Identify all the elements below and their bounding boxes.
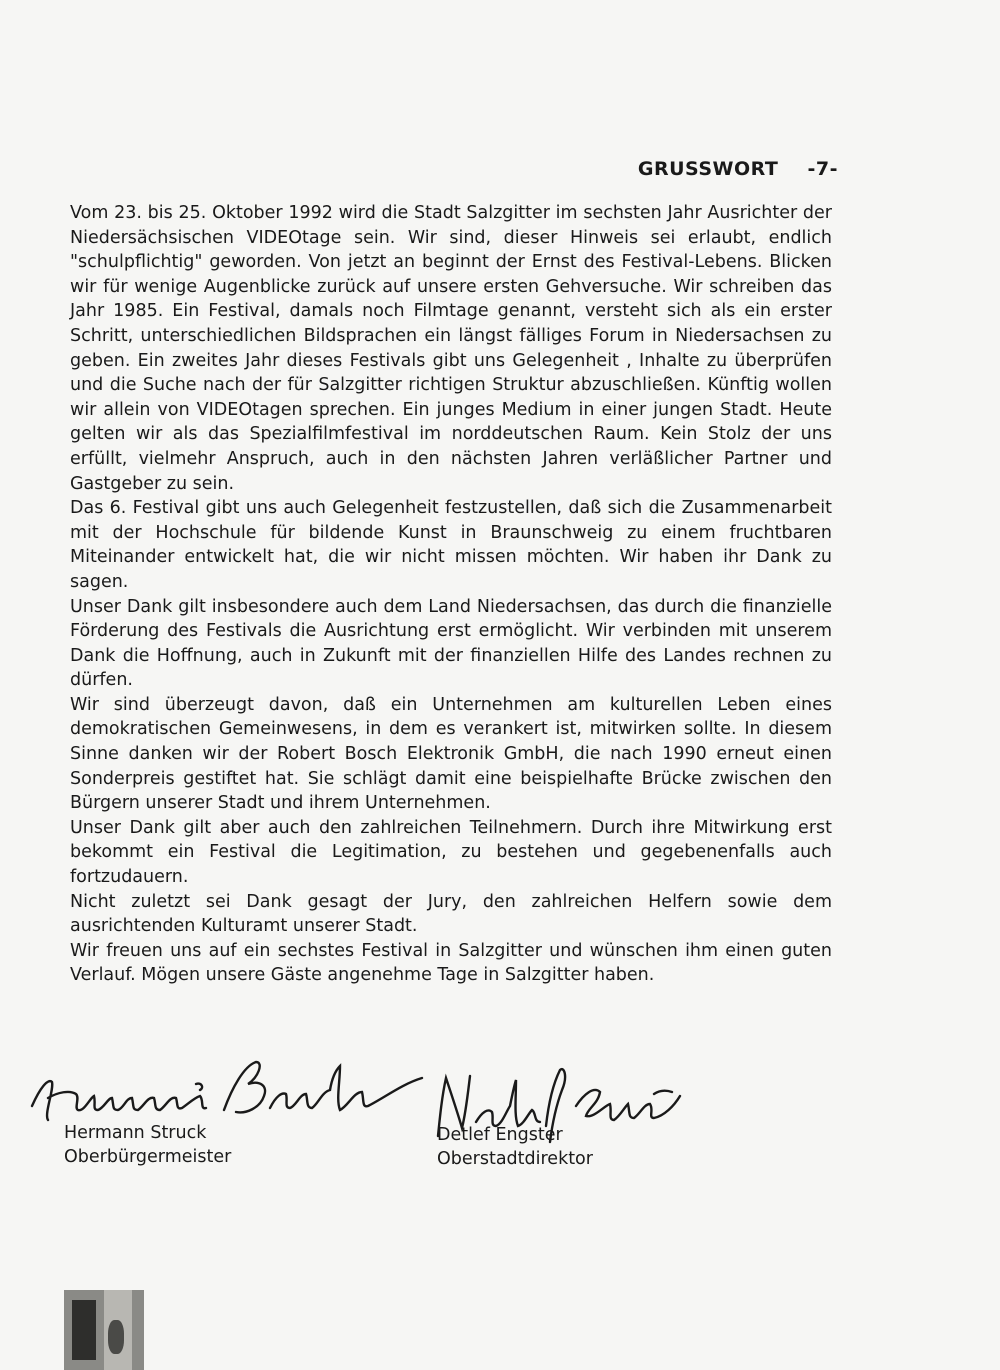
page-number: -7-: [807, 158, 838, 180]
letter-body: [70, 201, 832, 988]
paragraph: Wir freuen uns auf ein sechstes Festival in Salzgitter und wünschen ihm einen guten Verlauf. Mögen unsere Gäste angenehme Tage in Salzgitter haben.: [70, 940, 832, 986]
signature-block-right: [437, 1123, 593, 1171]
paragraph: Das 6. Festival gibt uns auch Gelegenheit festzustellen, daß sich die Zusammenarbeit mit der Hochschule für bildende Kunst in Braunschweig zu einem fruchtbaren Miteinander entwickelt hat, die wir nicht missen möchten. Wir haben ihr Dank zu sagen.: [70, 498, 832, 592]
page-header: [638, 158, 838, 180]
signatory-title: Oberstadtdirektor: [437, 1149, 593, 1169]
paragraph: Nicht zuletzt sei Dank gesagt der Jury, den zahlreichen Helfern sowie dem ausrichtenden Kulturamt unserer Stadt.: [70, 891, 832, 937]
signatory-name: Hermann Struck: [64, 1123, 207, 1143]
signatory-title: Oberbürgermeister: [64, 1147, 232, 1167]
paragraph: Vom 23. bis 25. Oktober 1992 wird die Stadt Salzgitter im sechsten Jahr Ausrichter der Niedersächsischen VIDEOtage sein. Wir sind, dieser Hinweis sei erlaubt, endlich "schulpflichtig" geworden. Von jetzt an beginnt der Ernst des Festival-Lebens. Blicken wir für wenige Augenblicke zurück auf unsere ersten Gehversuche. Wir schreiben das Jahr 1985. Ein Festival, damals noch Filmtage genannt, versteht sich als ein erster Schritt, unterschiedlichen Bildsprachen ein längst fälliges Forum in Niedersachsen zu geben. Ein zweites Jahr dieses Festivals gibt uns Gelegenheit , Inhalte zu überprüfen und die Suche nach der für Salzgitter richtigen Struktur abzuschließen. Künftig wollen wir allein von VIDEOtagen sprechen. Ein junges Medium in einer jungen Stadt. Heute gelten wir als das Spezialfilmfestival im norddeutschen Raum. Kein Stolz der uns erfüllt, vielmehr Anspruch, auch in den nächsten Jahren verläßlicher Partner und Gastgeber zu sein.: [70, 203, 832, 494]
paragraph: Unser Dank gilt aber auch den zahlreichen Teilnehmern. Durch ihre Mitwirkung erst bekommt ein Festival die Legitimation, zu bestehen und gegebenenfalls auch fortzudauern.: [70, 817, 832, 888]
paragraph: Unser Dank gilt insbesondere auch dem Land Niedersachsen, das durch die finanzielle Förderung des Festivals die Ausrichtung erst ermöglicht. Wir verbinden mit unserem Dank die Hoffnung, auch in Zukunft mit der finanziellen Hilfe des Landes rechnen zu dürfen.: [70, 596, 832, 691]
signatory-name: Detlef Engster: [437, 1125, 563, 1145]
paragraph: Wir sind überzeugt davon, daß ein Unternehmen am kulturellen Leben eines demokratischen Gemeinwesens, in dem es verankert ist, mitwirken sollte. In diesem Sinne danken wir der Robert Bosch Elektronik GmbH, die nach 1990 erneut einen Sonderpreis gestiftet hat. Sie schlägt damit eine beispielhafte Brücke zwischen den Bürgern unserer Stadt und ihrem Unternehmen.: [70, 694, 832, 814]
signature-block-left: [64, 1121, 231, 1169]
photo-thumbnail: [64, 1290, 144, 1370]
signature-struck: [18, 1048, 428, 1128]
header-title: GRUSSWORT: [637, 158, 779, 180]
